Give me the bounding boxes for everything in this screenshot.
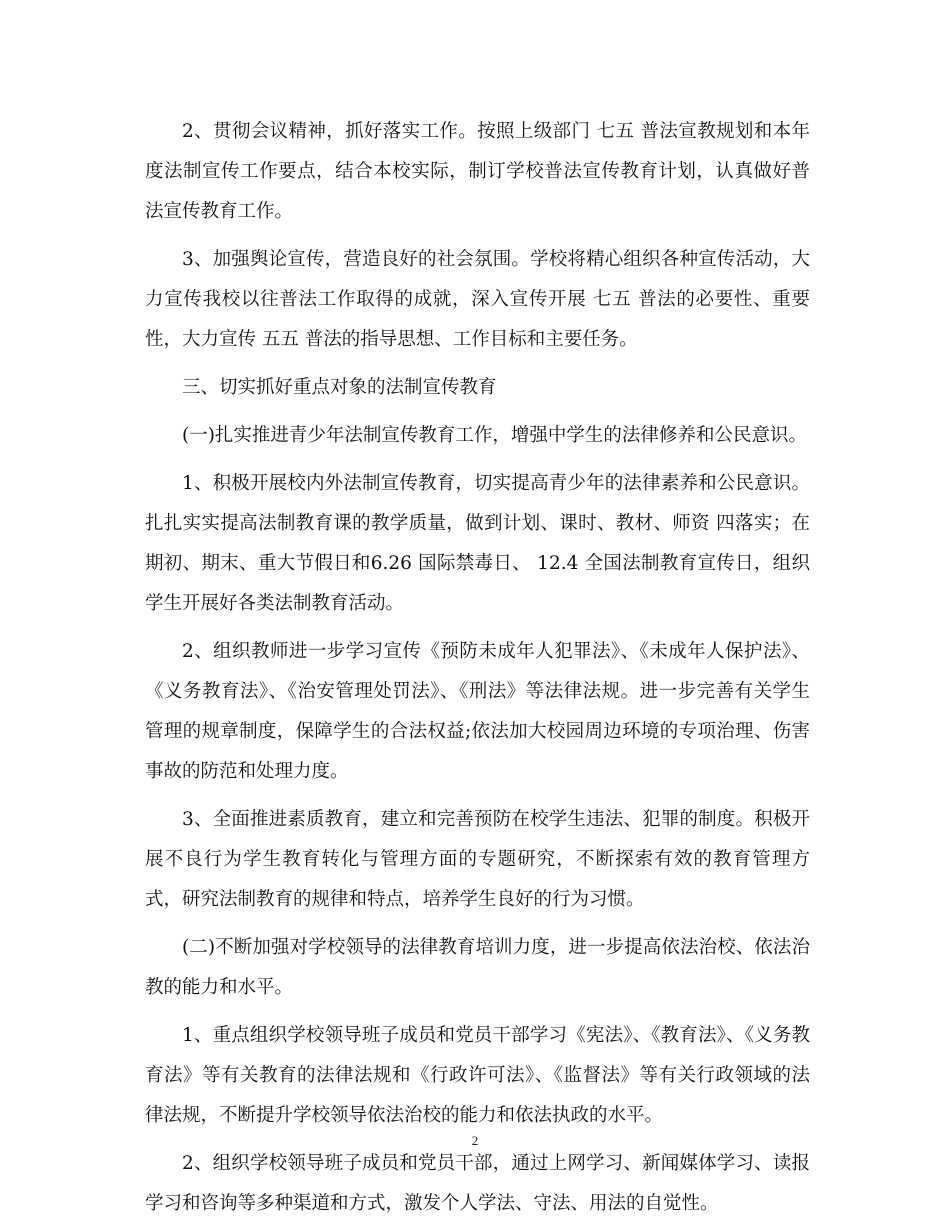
paragraph-leadership-law-study: 1、重点组织学校领导班子成员和党员干部学习《宪法》、《教育法》、《义务教育法》等有关教育的法律法规和《行政许可法》、《监督法》等有关行政领域的法律法规，不断提升学校领导依法治校的能力和依法执政的水平。 — [145, 1025, 810, 1126]
paragraph-multichannel-learning: 2、组织学校领导班子成员和党员干部，通过上网学习、新闻媒体学习、读报学习和咨询等多种渠道和方式，激发个人学法、守法、用法的自觉性。 — [145, 1153, 810, 1214]
paragraph-implement-meeting-spirit: 2、贯彻会议精神，抓好落实工作。按照上级部门 七五 普法宣教规划和本年度法制宣传工作要点，结合本校实际，制订学校普法宣传教育计划，认真做好普法宣传教育工作。 — [145, 121, 810, 222]
subsection-leadership-legal-training: (二)不断加强对学校领导的法律教育培训力度，进一步提高依法治校、依法治教的能力和水平。 — [145, 937, 810, 998]
section-heading-key-targets: 三、切实抓好重点对象的法制宣传教育 — [182, 377, 497, 398]
subsection-youth-legal-education: (一)扎实推进青少年法制宣传教育工作，增强中学生的法律修养和公民意识。 — [182, 425, 807, 446]
paragraph-public-opinion-publicity: 3、加强舆论宣传，营造良好的社会氛围。学校将精心组织各种宣传活动，大力宣传我校以往普法工作取得的成就，深入宣传开展 七五 普法的必要性、重要性，大力宣传 五五 普法的指导思想、工作目标和主要任务。 — [145, 249, 810, 350]
page-number: 2 — [471, 1133, 479, 1148]
document-body — [145, 112, 810, 1232]
paragraph-campus-legal-education: 1、积极开展校内外法制宣传教育，切实提高青少年的法律素养和公民意识。扎扎实实提高法制教育课的教学质量，做到计划、课时、教材、师资 四落实；在期初、期末、重大节假日和6.26 国际禁毒日、 12.4 全国法制教育宣传日，组织学生开展好各类法制教育活动。 — [145, 473, 810, 614]
paragraph-quality-education: 3、全面推进素质教育，建立和完善预防在校学生违法、犯罪的制度。积极开展不良行为学生教育转化与管理方面的专题研究，不断探索有效的教育管理方式，研究法制教育的规律和特点，培养学生良好的行为习惯。 — [145, 809, 810, 910]
paragraph-teacher-law-study: 2、组织教师进一步学习宣传《预防未成年人犯罪法》、《未成年人保护法》、《义务教育法》、《治安管理处罚法》、《刑法》等法律法规。进一步完善有关学生管理的规章制度，保障学生的合法权益;依法加大校园周边环境的专项治理、伤害事故的防范和处理力度。 — [145, 641, 810, 782]
